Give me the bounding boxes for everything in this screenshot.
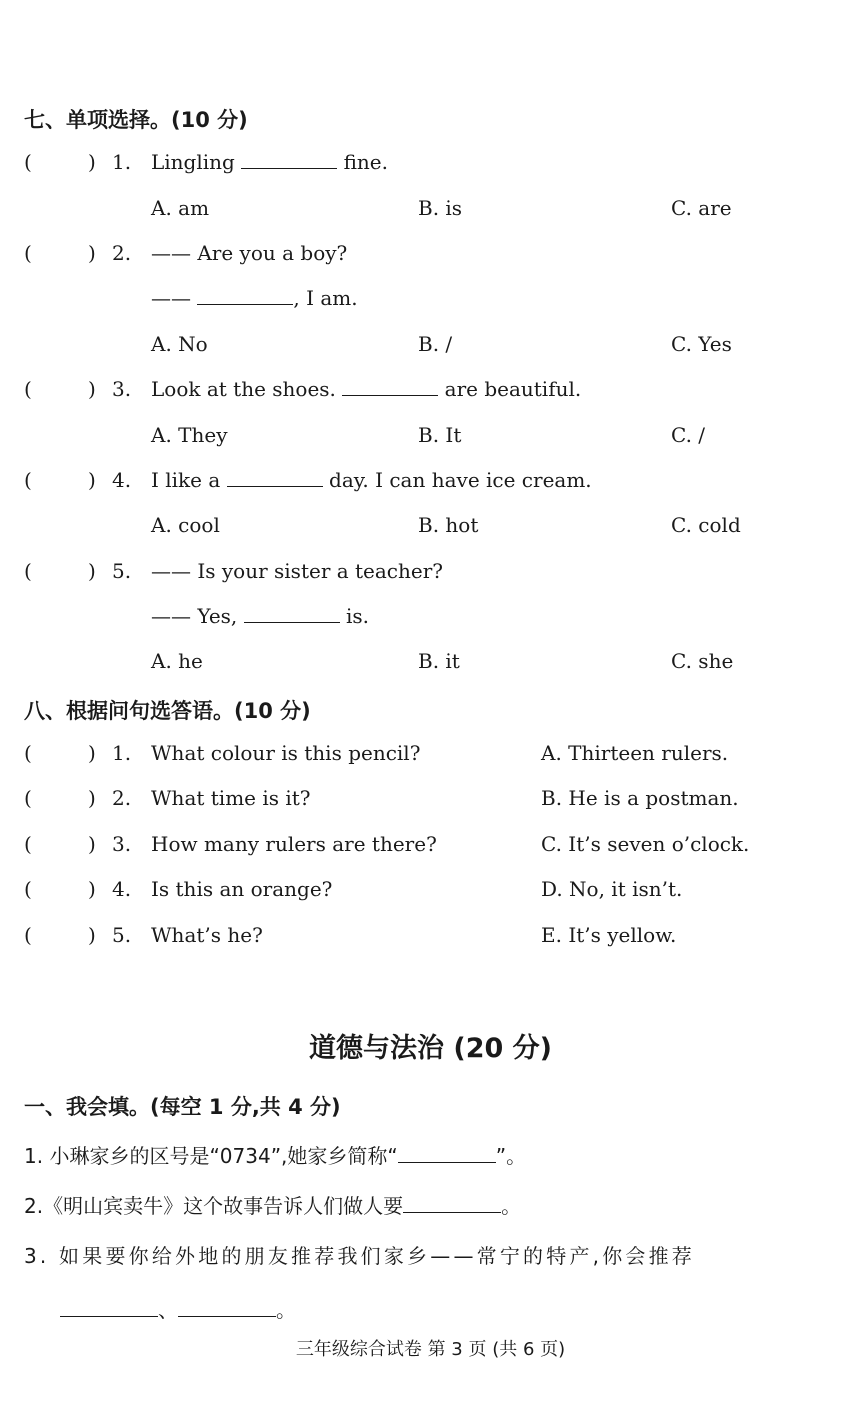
fill-question-2: 2.《明山宾卖牛》这个故事告诉人们做人要 。 bbox=[24, 1194, 522, 1218]
answer-blank bbox=[244, 621, 340, 623]
option-b: B. it bbox=[418, 649, 460, 673]
option-a: A. cool bbox=[151, 513, 220, 537]
fill-question-3: 3. 如果要你给外地的朋友推荐我们家乡——常宁的特产,你会推荐 bbox=[24, 1244, 695, 1268]
answer-choice: E. It’s yellow. bbox=[541, 923, 677, 947]
question-text: What colour is this pencil? bbox=[151, 741, 421, 765]
subject-title: 道德与法治 (20 分) bbox=[308, 1033, 553, 1064]
answer-paren-close: ) bbox=[88, 468, 96, 492]
question-number: 1. bbox=[112, 741, 132, 765]
answer-blank bbox=[398, 1161, 496, 1163]
answer-paren-open: ( bbox=[24, 741, 32, 765]
question-text: How many rulers are there? bbox=[151, 832, 437, 856]
option-a: A. No bbox=[151, 332, 208, 356]
answer-blank bbox=[403, 1211, 501, 1213]
question-text: What time is it? bbox=[151, 786, 311, 810]
answer-paren-open: ( bbox=[24, 241, 32, 265]
question-number: 2. bbox=[112, 241, 132, 265]
answer-choice: D. No, it isn’t. bbox=[541, 877, 683, 901]
section-8-heading: 八、根据问句选答语。(10 分) bbox=[24, 699, 311, 723]
option-c: C. Yes bbox=[671, 332, 732, 356]
question-text: —— Is your sister a teacher? bbox=[151, 559, 444, 583]
answer-paren-close: ) bbox=[88, 241, 96, 265]
answer-paren-open: ( bbox=[24, 150, 32, 174]
question-text-line2: —— , I am. bbox=[151, 286, 358, 310]
fill-question-3-blanks: 、 。 bbox=[60, 1294, 296, 1323]
question-number: 3. bbox=[112, 832, 132, 856]
option-b: B. / bbox=[418, 332, 453, 356]
option-b: B. hot bbox=[418, 513, 479, 537]
answer-blank bbox=[60, 1315, 158, 1317]
answer-choice: A. Thirteen rulers. bbox=[541, 741, 729, 765]
answer-paren-open: ( bbox=[24, 559, 32, 583]
answer-paren-close: ) bbox=[88, 877, 96, 901]
question-number: 4. bbox=[112, 468, 132, 492]
option-c: C. she bbox=[671, 649, 734, 673]
answer-blank bbox=[342, 394, 438, 396]
section-7-heading: 七、单项选择。(10 分) bbox=[24, 108, 248, 132]
answer-paren-close: ) bbox=[88, 741, 96, 765]
option-a: A. They bbox=[151, 423, 228, 447]
answer-paren-close: ) bbox=[88, 786, 96, 810]
question-text: I like a day. I can have ice cream. bbox=[151, 468, 592, 492]
answer-paren-close: ) bbox=[88, 150, 96, 174]
question-text: —— Are you a boy? bbox=[151, 241, 348, 265]
question-number: 1. bbox=[112, 150, 132, 174]
question-number: 5. bbox=[112, 559, 132, 583]
question-text: Is this an orange? bbox=[151, 877, 333, 901]
option-a: A. am bbox=[151, 196, 210, 220]
question-number: 5. bbox=[112, 923, 132, 947]
answer-blank bbox=[227, 485, 323, 487]
question-number: 4. bbox=[112, 877, 132, 901]
answer-choice: C. It’s seven o’clock. bbox=[541, 832, 750, 856]
question-text: Look at the shoes. are beautiful. bbox=[151, 377, 582, 401]
answer-paren-close: ) bbox=[88, 377, 96, 401]
question-number: 3. bbox=[112, 377, 132, 401]
answer-paren-open: ( bbox=[24, 786, 32, 810]
answer-paren-open: ( bbox=[24, 832, 32, 856]
answer-paren-open: ( bbox=[24, 468, 32, 492]
answer-blank bbox=[241, 167, 337, 169]
question-number: 2. bbox=[112, 786, 132, 810]
answer-paren-open: ( bbox=[24, 377, 32, 401]
question-text: What’s he? bbox=[151, 923, 263, 947]
question-text-line2: —— Yes, is. bbox=[151, 604, 370, 628]
answer-paren-close: ) bbox=[88, 832, 96, 856]
answer-paren-open: ( bbox=[24, 923, 32, 947]
answer-blank bbox=[197, 303, 293, 305]
moral-section-1-heading: 一、我会填。(每空 1 分,共 4 分) bbox=[24, 1095, 341, 1119]
option-b: B. is bbox=[418, 196, 463, 220]
option-c: C. / bbox=[671, 423, 706, 447]
question-text: Lingling fine. bbox=[151, 150, 388, 174]
option-c: C. cold bbox=[671, 513, 741, 537]
answer-choice: B. He is a postman. bbox=[541, 786, 739, 810]
page-footer: 三年级综合试卷 第 3 页 (共 6 页) bbox=[295, 1339, 566, 1360]
answer-paren-close: ) bbox=[88, 923, 96, 947]
option-c: C. are bbox=[671, 196, 732, 220]
answer-paren-close: ) bbox=[88, 559, 96, 583]
answer-paren-open: ( bbox=[24, 877, 32, 901]
option-b: B. It bbox=[418, 423, 462, 447]
fill-question-1: 1. 小琳家乡的区号是“0734”,她家乡简称“ ”。 bbox=[24, 1144, 527, 1168]
answer-blank bbox=[178, 1315, 276, 1317]
option-a: A. he bbox=[151, 649, 203, 673]
